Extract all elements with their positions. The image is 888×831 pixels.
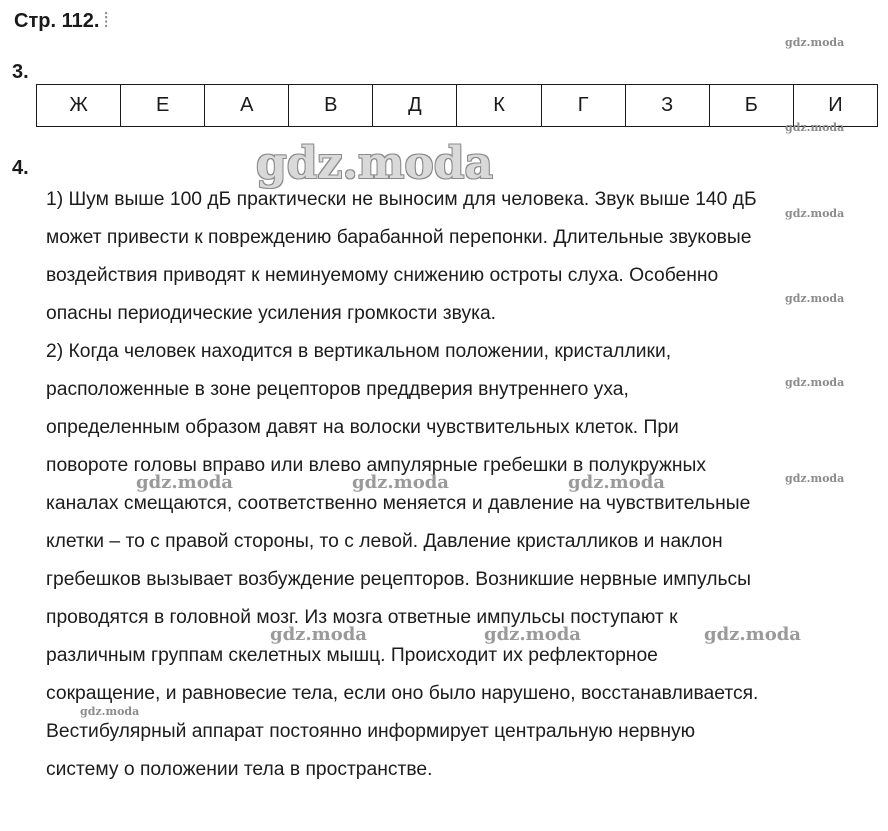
answer-row bbox=[37, 85, 878, 127]
watermark: gdz.moda bbox=[785, 121, 845, 134]
page-label: Стр. 112. bbox=[14, 10, 100, 32]
text-line: различным группам скелетных мышц. Происходит их рефлекторное bbox=[46, 645, 658, 666]
watermark: gdz.moda bbox=[785, 376, 845, 389]
watermark: gdz.moda bbox=[484, 624, 581, 645]
text-line: Вестибулярный аппарат постоянно информирует центральную нервную bbox=[46, 721, 696, 742]
text-line: 1) Шум выше 100 дБ практически не выносим для человека. Звук выше 140 дБ bbox=[46, 189, 757, 210]
watermark: gdz.moda bbox=[785, 292, 845, 305]
text-line: воздействия приводят к неминуемому снижению остроты слуха. Особенно bbox=[46, 265, 719, 286]
watermark: gdz.moda bbox=[785, 36, 845, 49]
text-line: определенным образом давят на волоски чувствительных клеток. При bbox=[46, 417, 679, 438]
watermark: gdz.moda bbox=[80, 705, 140, 718]
watermark: gdz.moda bbox=[785, 472, 845, 485]
text-line: проводятся в головной мозг. Из мозга ответные импульсы поступают к bbox=[46, 607, 678, 628]
text-cursor-icon: ⁞ bbox=[103, 10, 109, 32]
watermark: gdz.moda bbox=[136, 472, 233, 493]
answer-cell-6: К bbox=[457, 85, 541, 127]
text-line: каналах смещаются, соответственно меняется и давление на чувствительные bbox=[46, 493, 751, 514]
text-line: расположенные в зоне рецепторов преддверия внутреннего уха, bbox=[46, 379, 629, 400]
answer-cell-1: Ж bbox=[37, 85, 121, 127]
watermark: gdz.moda bbox=[352, 472, 449, 493]
text-line: опасны периодические усиления громкости звука. bbox=[46, 303, 497, 324]
answer-cell-3: А bbox=[205, 85, 289, 127]
answer-cell-10: И bbox=[793, 85, 877, 127]
answer-cell-8: З bbox=[625, 85, 709, 127]
answer-table bbox=[36, 84, 878, 127]
watermark: gdz.moda bbox=[704, 624, 801, 645]
text-line: сокращение, и равновесие тела, если оно было нарушено, восстанавливается. bbox=[46, 683, 759, 704]
text-line: может привести к повреждению барабанной перепонки. Длительные звуковые bbox=[46, 227, 752, 248]
watermark: gdz.moda bbox=[785, 207, 845, 220]
watermark: gdz.moda bbox=[568, 472, 665, 493]
task-4-number: 4. bbox=[12, 157, 29, 179]
text-line: клетки – то с правой стороны, то с левой. Давление кристалликов и наклон bbox=[46, 531, 723, 552]
answer-cell-4: В bbox=[289, 85, 373, 127]
task-3-number: 3. bbox=[12, 61, 29, 83]
text-line: повороте головы вправо или влево ампулярные гребешки в полукружных bbox=[46, 455, 707, 476]
answer-cell-7: Г bbox=[541, 85, 625, 127]
watermark: gdz.moda bbox=[270, 624, 367, 645]
text-line: систему о положении тела в пространстве. bbox=[46, 759, 433, 780]
page-title bbox=[14, 10, 109, 33]
watermark-large: gdz.moda bbox=[256, 138, 494, 189]
answer-cell-5: Д bbox=[373, 85, 457, 127]
text-line: гребешков вызывает возбуждение рецепторов. Возникшие нервные импульсы bbox=[46, 569, 752, 590]
text-line: 2) Когда человек находится в вертикальном положении, кристаллики, bbox=[46, 341, 672, 362]
answer-cell-2: Е bbox=[121, 85, 205, 127]
answer-cell-9: Б bbox=[709, 85, 793, 127]
